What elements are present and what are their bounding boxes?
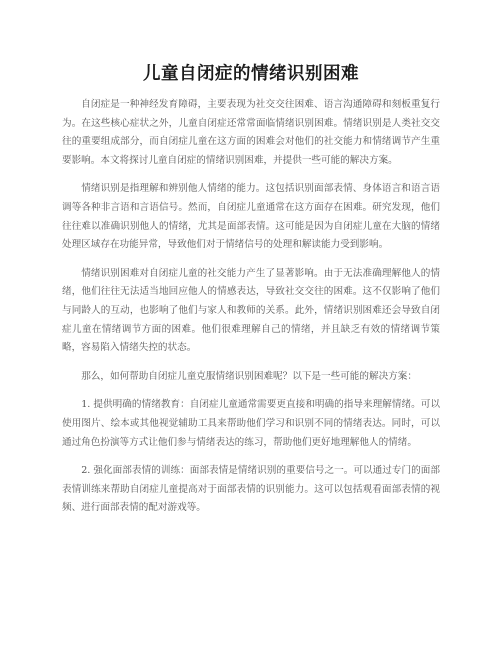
paragraph-intro: 自闭症是一种神经发育障碍，主要表现为社交交往困难、语言沟通障碍和刻板重复行为。在这些核心症状之外，儿童自闭症还常常面临情绪识别困难。情绪识别是人类社交交往的重要组成部分，而自闭症儿童在这方面的困难会对他们的社交能力和情绪调节产生重要影响。本文将探讨儿童自闭症的情绪识别困难，并提供一些可能的解决方案。: [62, 99, 440, 166]
document-body: [62, 96, 440, 528]
paragraph-solution-1: 1. 提供明确的情绪教育：自闭症儿童通常需要更直接和明确的指导来理解情绪。可以使用图片、绘本或其他视觉辅助工具来帮助他们学习和识别不同的情绪表达。同时，可以通过角色扮演等方式让他们参与情绪表达的练习，帮助他们更好地理解他人的情绪。: [62, 399, 440, 448]
paragraph-question: 那么，如何帮助自闭症儿童克服情绪识别困难呢？以下是一些可能的解决方案：: [81, 370, 417, 382]
paragraph-definition: 情绪识别是指理解和辨别他人情绪的能力。这包括识别面部表情、身体语言和语言语调等各种非言语和言语信号。然而，自闭症儿童通常在这方面存在困难。研究发现，他们往往难以准确识别他人的情绪，尤其是面部表情。这可能是因为自闭症儿童在大脑的情绪处理区域存在功能异常，导致他们对于情绪信号的处理和解读能力受到影响。: [62, 183, 440, 251]
document-title: 儿童自闭症的情绪识别困难: [143, 64, 359, 84]
paragraph-impact: 情绪识别困难对自闭症儿童的社交能力产生了显著影响。由于无法准确理解他人的情绪，他们往往无法适当地回应他人的情感表达，导致社交交往的困难。这不仅影响了他们与同龄人的互动，也影响了他们与家人和教师的关系。此外，情绪识别困难还会导致自闭症儿童在情绪调节方面的困难。他们很难理解自己的情绪，并且缺乏有效的情绪调节策略，容易陷入情绪失控的状态。: [62, 267, 440, 354]
paragraph-solution-2: 2. 强化面部表情的训练：面部表情是情绪识别的重要信号之一。可以通过专门的面部表情训练来帮助自闭症儿童提高对于面部表情的识别能力。这可以包括观看面部表情的视频、进行面部表情的配对游戏等。: [62, 465, 440, 514]
